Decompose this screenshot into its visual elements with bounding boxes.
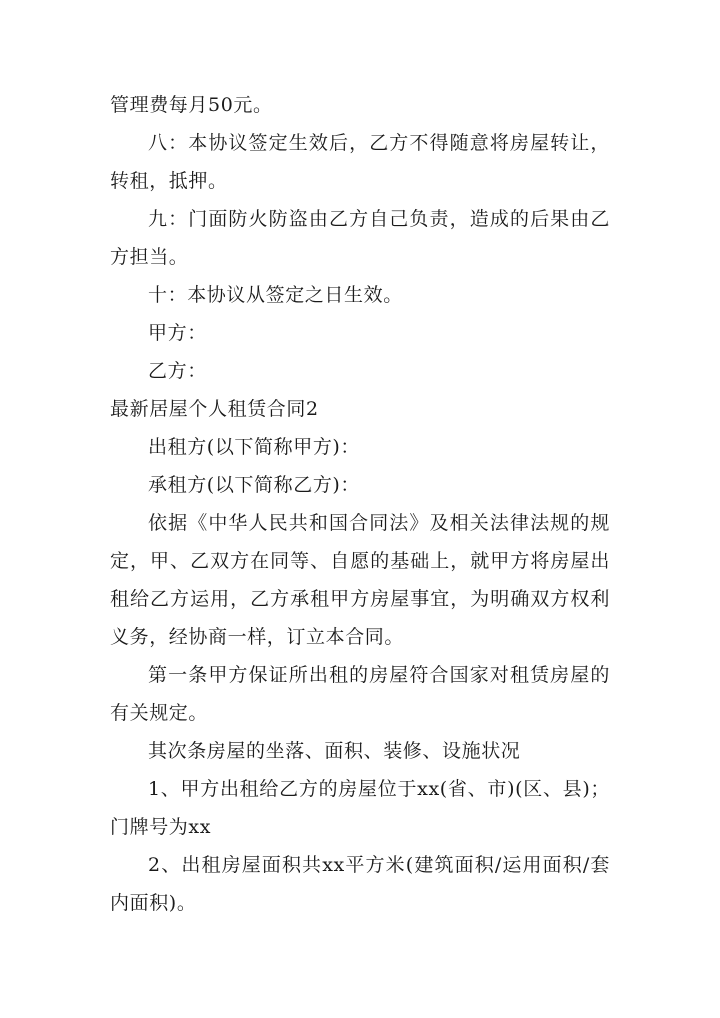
- party-a-signature-line: 甲方：: [148, 322, 207, 344]
- party-b-signature-line: 乙方：: [148, 360, 207, 382]
- paragraph-item-2: 2、出租房屋面积共xx平方米(建筑面积/运用面积/套内面积)。: [110, 854, 610, 914]
- paragraph-item-1: 1、甲方出租给乙方的房屋位于xx(省、市)(区、县)；门牌号为xx: [110, 778, 610, 838]
- paragraph-clause-8: 八：本协议签定生效后，乙方不得随意将房屋转让，转租，抵押。: [110, 132, 610, 192]
- paragraph-management-fee: 管理费每月50元。: [110, 94, 273, 116]
- document-body: [110, 86, 610, 922]
- paragraph-preamble: 依据《中华人民共和国合同法》及相关法律法规的规定，甲、乙双方在同等、自愿的基础上，就甲方将房屋出租给乙方运用，乙方承租甲方房屋事宜，为明确双方权利义务，经协商一样，订立本合同。: [110, 512, 610, 648]
- paragraph-article-2: 其次条房屋的坐落、面积、装修、设施状况: [148, 740, 521, 762]
- section-heading: 最新居屋个人租赁合同2: [110, 398, 319, 420]
- paragraph-article-1: 第一条甲方保证所出租的房屋符合国家对租赁房屋的有关规定。: [110, 664, 610, 724]
- lessor-line: 出租方(以下简称甲方)：: [148, 436, 361, 458]
- paragraph-clause-10: 十：本协议从签定之日生效。: [148, 284, 403, 306]
- lessee-line: 承租方(以下简称乙方)：: [148, 474, 361, 496]
- paragraph-clause-9: 九：门面防火防盗由乙方自己负责，造成的后果由乙方担当。: [110, 208, 610, 268]
